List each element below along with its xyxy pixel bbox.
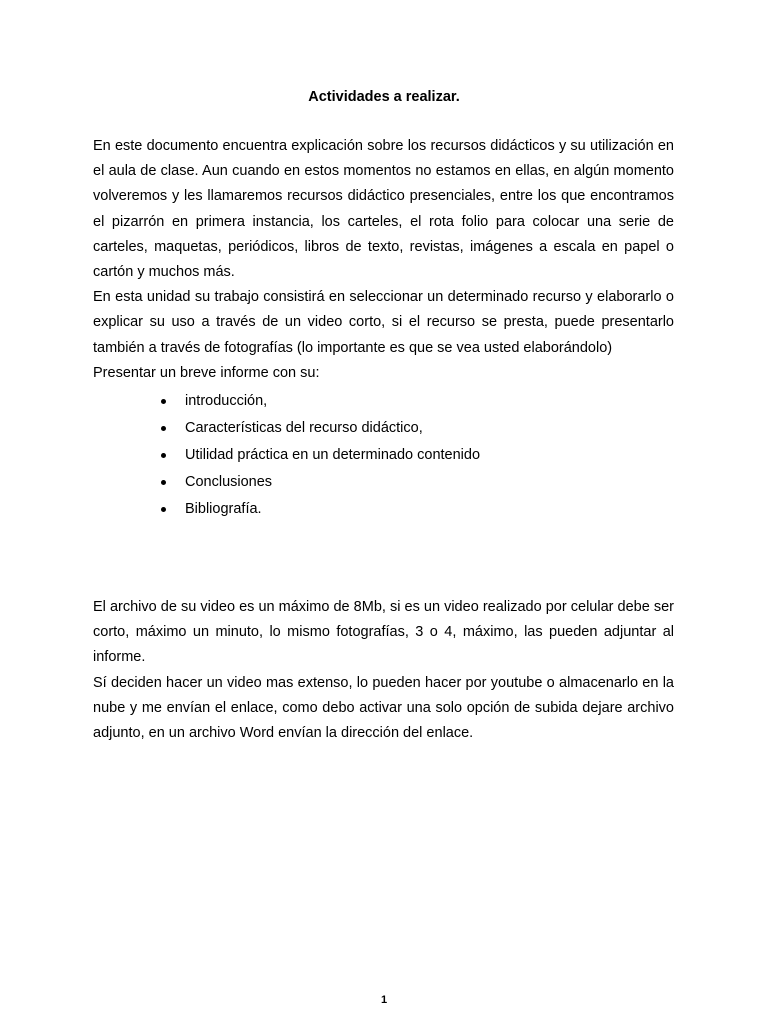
list-item	[93, 388, 674, 415]
list-item-text: Utilidad práctica en un determinado contenido	[185, 447, 481, 464]
paragraph-file-size: El archivo de su video es un máximo de 8Mb, si es un video realizado por celular debe ser corto, máximo un minuto, lo mismo fotografías, 3 o 4, máximo, las pueden adjuntar al informe.	[93, 599, 674, 666]
report-items-list	[93, 388, 674, 523]
bullet-icon	[161, 507, 166, 512]
list-item	[93, 415, 674, 442]
page-number: 1	[380, 994, 388, 1006]
list-item-text: Conclusiones	[185, 474, 273, 491]
paragraph-report-intro: Presentar un breve informe con su:	[93, 364, 320, 381]
list-item-text: Bibliografía.	[185, 501, 262, 518]
bullet-icon	[161, 426, 166, 431]
list-item-text: Características del recurso didáctico,	[185, 420, 423, 437]
bullet-icon	[161, 453, 166, 458]
list-item-text: introducción,	[185, 393, 268, 410]
body-section-2	[93, 595, 674, 746]
document-title: Actividades a realizar.	[308, 89, 460, 105]
list-item	[93, 469, 674, 496]
list-item	[93, 442, 674, 469]
paragraph-intro: En este documento encuentra explicación sobre los recursos didácticos y su utilización en el aula de clase. Aun cuando en estos momentos no estamos en ellas, en algún momento volveremos y les llamaremos recursos didáctico presenciales, entre los que encontramos el pizarrón en primera instancia, los carteles, el rota folio para colocar una serie de carteles, maquetas, periódicos, libros de texto, revistas, imágenes a escala en papel o cartón y muchos más.	[93, 138, 674, 281]
bullet-icon	[161, 480, 166, 485]
bullet-icon	[161, 399, 166, 404]
paragraph-video-link: Sí deciden hacer un video mas extenso, lo pueden hacer por youtube o almacenarlo en la nube y me envían el enlace, como debo activar una solo opción de subida dejare archivo adjunto, en un archivo Word envían la dirección del enlace.	[93, 674, 674, 742]
paragraph-task: En esta unidad su trabajo consistirá en seleccionar un determinado recurso y elaborarlo o explicar su uso a través de un video corto, si el recurso se presta, puede presentarlo también a través de fotografías (lo importante es que se vea usted elaborándolo)	[93, 289, 674, 356]
list-item	[93, 496, 674, 523]
body-section-1	[93, 134, 674, 523]
